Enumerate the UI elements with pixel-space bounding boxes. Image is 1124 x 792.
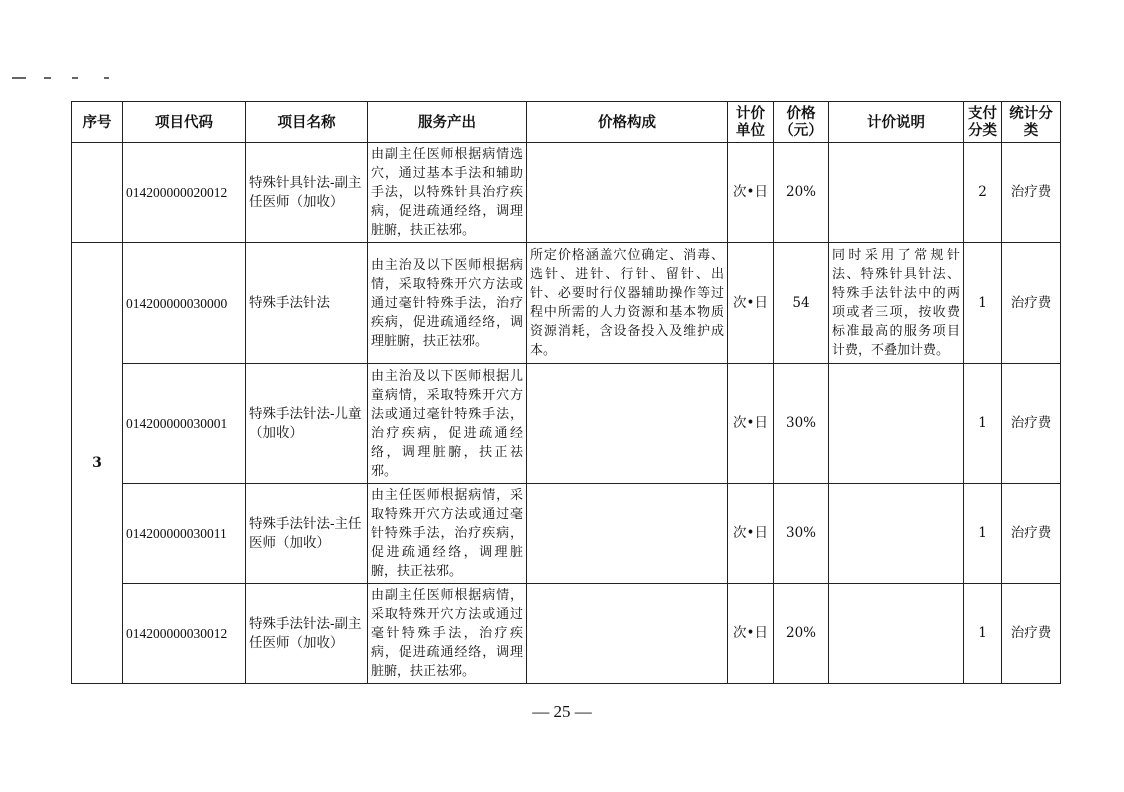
price-value: 54 bbox=[774, 243, 829, 364]
stat-class: 治疗费 bbox=[1002, 243, 1061, 364]
item-code: 014200000030000 bbox=[123, 243, 246, 364]
price-composition bbox=[527, 364, 728, 484]
stat-class: 治疗费 bbox=[1002, 584, 1061, 684]
header-seq: 序号 bbox=[72, 102, 123, 143]
page-number: — 25 — bbox=[532, 702, 592, 721]
table-header-row bbox=[72, 102, 1061, 143]
header-note: 计价说明 bbox=[829, 102, 964, 143]
header-stat: 统计分类 bbox=[1002, 102, 1061, 143]
pricing-unit: 次•日 bbox=[728, 143, 774, 243]
header-service: 服务产出 bbox=[368, 102, 527, 143]
price-value: 30% bbox=[774, 484, 829, 584]
price-value: 30% bbox=[774, 364, 829, 484]
header-unit: 计价单位 bbox=[728, 102, 774, 143]
item-name: 特殊手法针法 bbox=[246, 243, 368, 364]
item-code: 014200000030012 bbox=[123, 584, 246, 684]
item-name: 特殊针具针法-副主任医师（加收） bbox=[246, 143, 368, 243]
pricing-unit: 次•日 bbox=[728, 364, 774, 484]
payment-class: 1 bbox=[964, 364, 1002, 484]
service-output: 由副主任医师根据病情选穴，通过基本手法和辅助手法，以特殊针具治疗疾病，促进疏通经络，调理脏腑，扶正祛邪。 bbox=[368, 143, 527, 243]
price-composition bbox=[527, 584, 728, 684]
price-table bbox=[71, 101, 1061, 684]
payment-class: 1 bbox=[964, 484, 1002, 584]
pricing-unit: 次•日 bbox=[728, 484, 774, 584]
header-code: 项目代码 bbox=[123, 102, 246, 143]
item-name: 特殊手法针法-儿童（加收） bbox=[246, 364, 368, 484]
header-price: 价格（元） bbox=[774, 102, 829, 143]
price-composition bbox=[527, 484, 728, 584]
item-code: 014200000030001 bbox=[123, 364, 246, 484]
item-code: 014200000030011 bbox=[123, 484, 246, 584]
header-composition: 价格构成 bbox=[527, 102, 728, 143]
table-row bbox=[72, 243, 1061, 364]
header-name: 项目名称 bbox=[246, 102, 368, 143]
table-row bbox=[72, 584, 1061, 684]
seq-cell-empty bbox=[72, 143, 123, 243]
pricing-note bbox=[829, 484, 964, 584]
pricing-note bbox=[829, 364, 964, 484]
price-value: 20% bbox=[774, 584, 829, 684]
scan-marks bbox=[12, 72, 122, 84]
service-output: 由副主任医师根据病情，采取特殊开穴方法或通过毫针特殊手法，治疗疾病，促进疏通经络，调理脏腑，扶正祛邪。 bbox=[368, 584, 527, 684]
payment-class: 1 bbox=[964, 243, 1002, 364]
price-composition bbox=[527, 143, 728, 243]
group-seq: 3 bbox=[72, 243, 123, 684]
pricing-note bbox=[829, 584, 964, 684]
stat-class: 治疗费 bbox=[1002, 484, 1061, 584]
price-composition: 所定价格涵盖穴位确定、消毒、选针、进针、行针、留针、出针、必要时行仪器辅助操作等过程中所需的人力资源和基本物质资源消耗，含设备投入及维护成本。 bbox=[527, 243, 728, 364]
table-row bbox=[72, 143, 1061, 243]
pricing-note bbox=[829, 143, 964, 243]
service-output: 由主治及以下医师根据病情，采取特殊开穴方法或通过毫针特殊手法，治疗疾病，促进疏通经络，调理脏腑，扶正祛邪。 bbox=[368, 243, 527, 364]
pricing-note: 同时采用了常规针法、特殊针具针法、特殊手法针法中的两项或者三项，按收费标准最高的服务项目计费，不叠加计费。 bbox=[829, 243, 964, 364]
stat-class: 治疗费 bbox=[1002, 364, 1061, 484]
payment-class: 2 bbox=[964, 143, 1002, 243]
pricing-unit: 次•日 bbox=[728, 243, 774, 364]
service-output: 由主治及以下医师根据儿童病情，采取特殊开穴方法或通过毫针特殊手法，治疗疾病，促进疏通经络，调理脏腑，扶正祛邪。 bbox=[368, 364, 527, 484]
payment-class: 1 bbox=[964, 584, 1002, 684]
item-code: 014200000020012 bbox=[123, 143, 246, 243]
stat-class: 治疗费 bbox=[1002, 143, 1061, 243]
table-row bbox=[72, 364, 1061, 484]
item-name: 特殊手法针法-主任医师（加收） bbox=[246, 484, 368, 584]
service-output: 由主任医师根据病情，采取特殊开穴方法或通过毫针特殊手法，治疗疾病，促进疏通经络，调理脏腑，扶正祛邪。 bbox=[368, 484, 527, 584]
pricing-unit: 次•日 bbox=[728, 584, 774, 684]
table-row bbox=[72, 484, 1061, 584]
price-value: 20% bbox=[774, 143, 829, 243]
header-pay: 支付分类 bbox=[964, 102, 1002, 143]
item-name: 特殊手法针法-副主任医师（加收） bbox=[246, 584, 368, 684]
